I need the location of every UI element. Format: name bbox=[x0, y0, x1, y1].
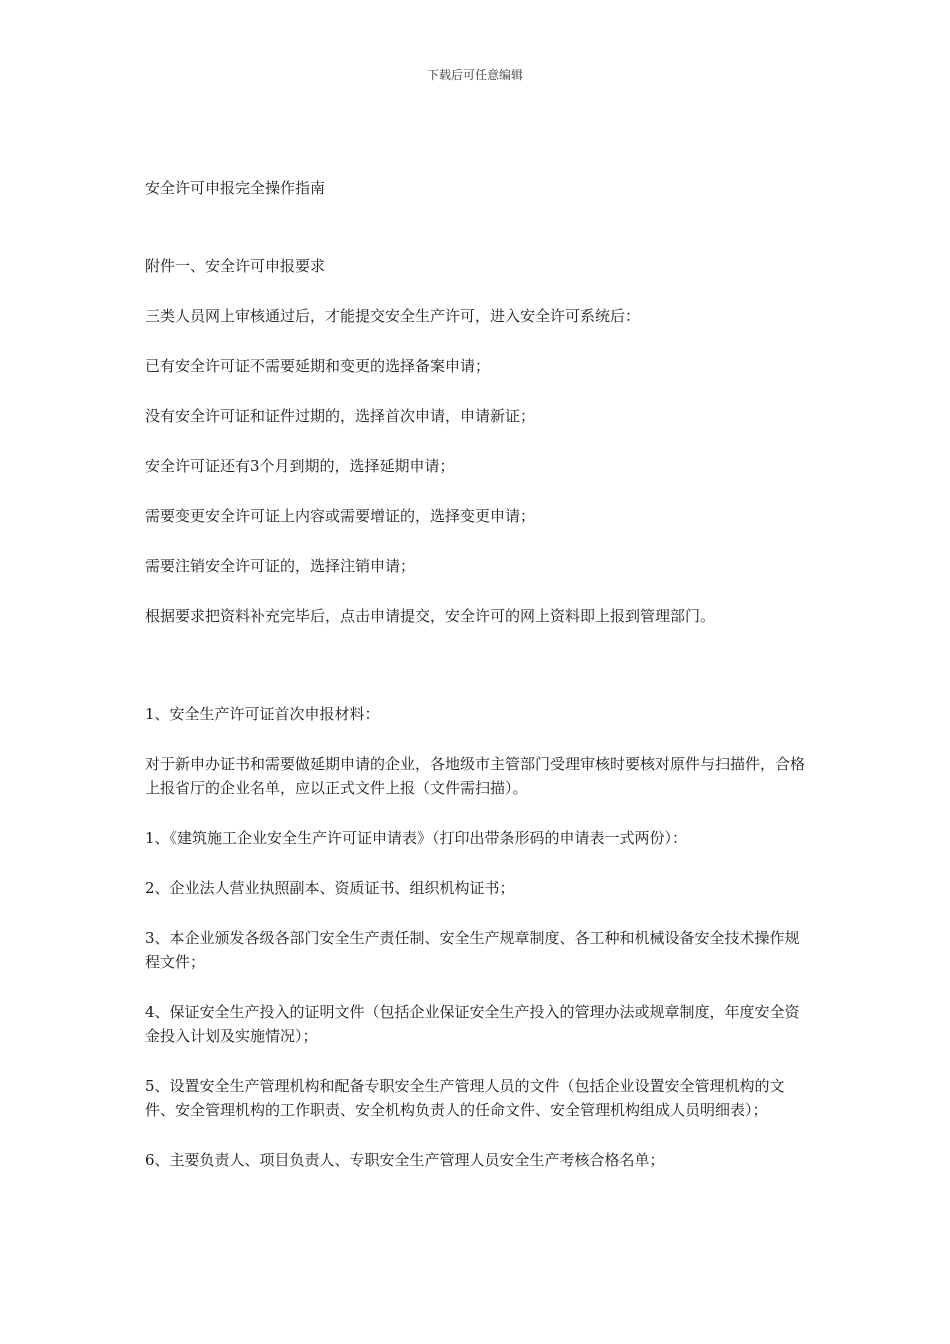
material-item: 2、企业法人营业执照副本、资质证书、组织机构证书； bbox=[145, 879, 515, 897]
appendix-title: 附件一、安全许可申报要求 bbox=[145, 257, 326, 275]
material-item: 6、主要负责人、项目负责人、专职安全生产管理人员安全生产考核合格名单； bbox=[145, 1151, 665, 1169]
option-item: 需要变更安全许可证上内容或需要增证的，选择变更申请； bbox=[145, 507, 536, 525]
material-item: 5、设置安全生产管理机构和配备专职安全生产管理人员的文件（包括企业设置安全管理机构的文件、安全管理机构的工作职责、安全机构负责人的任命文件、安全管理机构组成人员明细表）； bbox=[145, 1077, 785, 1119]
option-item: 没有安全许可证和证件过期的，选择首次申请，申请新证； bbox=[145, 407, 536, 425]
option-item: 根据要求把资料补充完毕后，点击申请提交，安全许可的网上资料即上报到管理部门。 bbox=[145, 607, 716, 625]
option-item: 已有安全许可证不需要延期和变更的选择备案申请； bbox=[145, 357, 491, 375]
page-header-note: 下载后可任意编辑 bbox=[426, 68, 523, 82]
intro-paragraph: 三类人员网上审核通过后，才能提交安全生产许可，进入安全许可系统后： bbox=[145, 307, 641, 325]
option-item: 安全许可证还有3个月到期的，选择延期申请； bbox=[145, 457, 455, 475]
section-intro-paragraph: 对于新申办证书和需要做延期申请的企业，各地级市主管部门受理审核时要核对原件与扫描件，合格上报省厅的企业名单，应以正式文件上报（文件需扫描）。 bbox=[145, 755, 806, 797]
material-item: 1、《建筑施工企业安全生产许可证申请表》（打印出带条形码的申请表一式两份）： bbox=[145, 829, 688, 847]
option-item: 需要注销安全许可证的，选择注销申请； bbox=[145, 557, 416, 575]
material-item: 3、本企业颁发各级各部门安全生产责任制、安全生产规章制度、各工种和机械设备安全技术操作规程文件； bbox=[145, 929, 800, 971]
material-item: 4、保证安全生产投入的证明文件（包括企业保证安全生产投入的管理办法或规章制度，年度安全资金投入计划及实施情况）； bbox=[145, 1003, 800, 1045]
section-title: 1、安全生产许可证首次申报材料： bbox=[145, 705, 380, 723]
document-body bbox=[145, 176, 810, 1172]
document-title: 安全许可申报完全操作指南 bbox=[145, 179, 326, 197]
